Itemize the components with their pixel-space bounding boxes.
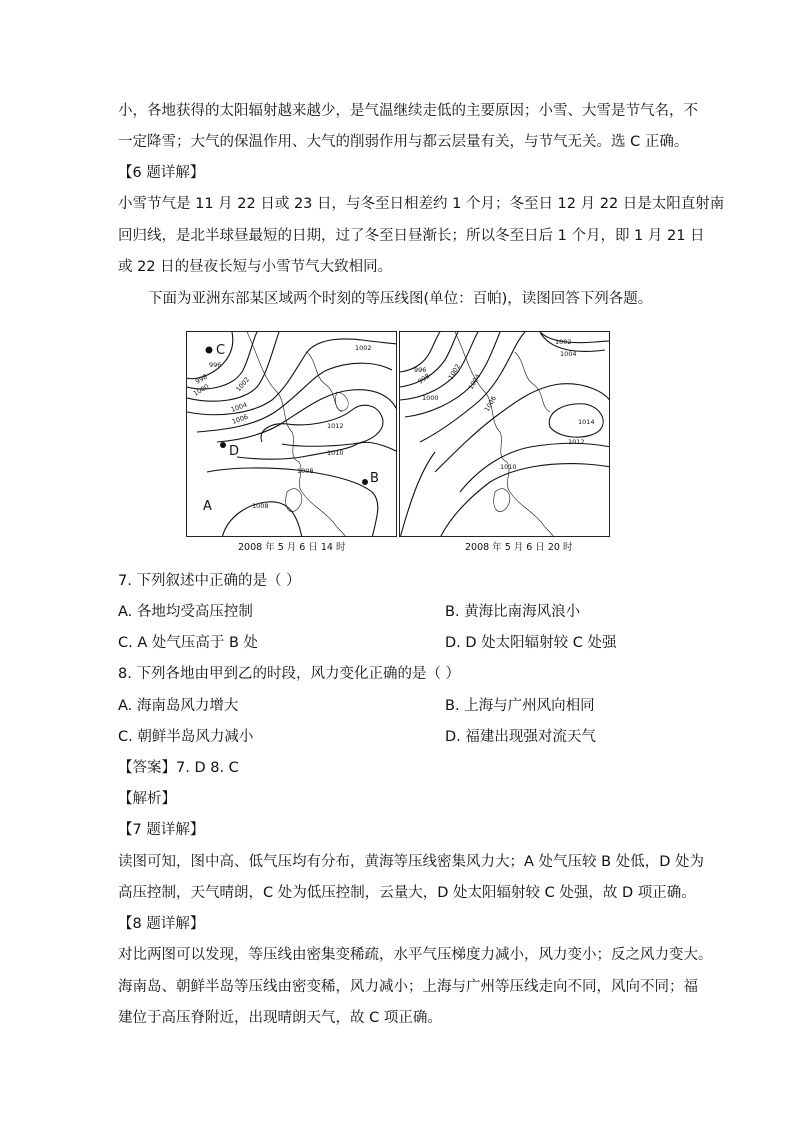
section-heading-7: 【7 题详解】 — [118, 822, 205, 838]
point-c-label: C — [216, 343, 226, 358]
point-b-label: B — [370, 471, 379, 486]
isobar-figure — [186, 331, 610, 555]
q8-option-a: A. 海南岛风力增大 — [118, 698, 239, 714]
question-8-stem: 8. 下列各地由甲到乙的时段，风力变化正确的是（ ） — [118, 666, 461, 682]
section-heading-6: 【6 题详解】 — [118, 165, 205, 181]
caption-20h: 2008 年 5 月 6 日 20 时 — [465, 542, 573, 553]
isobar-map-14h — [186, 331, 397, 537]
isobar-label: 996 — [209, 361, 222, 369]
explanation-line: 对比两图可以发现，等压线由密集变稀疏，水平气压梯度力减小，风力变小；反之风力变大。 — [118, 947, 713, 963]
isobar-label: 1006 — [230, 412, 250, 426]
isobar-label: 998 — [194, 372, 209, 386]
isobar-label: 1010 — [500, 463, 517, 471]
isobar-label: 1002 — [555, 338, 572, 346]
isobar-label: 1008 — [297, 467, 314, 475]
explanation-line: 海南岛、朝鲜半岛等压线由密变稀，风力减小；上海与广州等压线走向不同，风向不同；福 — [118, 979, 698, 995]
isobar-label: 1012 — [327, 422, 344, 430]
q8-option-b: B. 上海与广州风向相同 — [445, 698, 595, 714]
explanation-line: 建位于高压脊附近，出现晴朗天气，故 C 项正确。 — [118, 1010, 442, 1026]
q7-option-c: C. A 处气压高于 B 处 — [118, 635, 259, 651]
caption-14h: 2008 年 5 月 6 日 14 时 — [238, 542, 346, 553]
analysis-title: 【解析】 — [118, 791, 176, 807]
section-heading-8: 【8 题详解】 — [118, 916, 205, 932]
isobar-label: 1004 — [229, 400, 249, 414]
paragraph-line: 小雪节气是 11 月 22 日或 23 日，与冬至日相差约 1 个月；冬至日 12 月 22 日是太阳直射南 — [118, 196, 725, 212]
isobar-map-20h — [399, 331, 610, 537]
paragraph-line: 或 22 日的昼夜长短与小雪节气大致相同。 — [118, 259, 393, 275]
isobar-map-20h-svg — [400, 332, 610, 537]
isobar-label: 1000 — [192, 382, 211, 398]
isobar-label: 1006 — [482, 394, 499, 413]
isobar-label: 1010 — [327, 449, 344, 457]
paragraph-line: 小，各地获得的太阳辐射越来越少，是气温继续走低的主要原因；小雪、大雪是节气名，不 — [118, 103, 698, 119]
q7-option-a: A. 各地均受高压控制 — [118, 604, 253, 620]
isobar-label: 1012 — [568, 438, 585, 446]
isobar-label: 996 — [414, 366, 427, 374]
figure-intro: 下面为亚洲东部某区域两个时刻的等压线图(单位：百帕)，读图回答下列各题。 — [148, 291, 653, 307]
point-a-label: A — [203, 499, 212, 514]
paragraph-line: 回归线，是北半球昼最短的日期，过了冬至日昼渐长；所以冬至日后 1 个月，即 1 月 21 日 — [118, 228, 705, 244]
q8-option-d: D. 福建出现强对流天气 — [445, 729, 596, 745]
isobar-label: 1008 — [252, 502, 269, 510]
question-7-stem: 7. 下列叙述中正确的是（ ） — [118, 573, 301, 589]
explanation-line: 读图可知，图中高、低气压均有分布，黄海等压线密集风力大；A 处气压较 B 处低，D 处为 — [118, 854, 704, 870]
isobar-label: 1002 — [446, 362, 463, 381]
explanation-line: 高压控制，天气晴朗，C 处为低压控制，云量大，D 处太阳辐射较 C 处强，故 D 项正确。 — [118, 885, 696, 901]
q7-option-d: D. D 处太阳辐射较 C 处强 — [445, 635, 617, 651]
isobar-label: 1004 — [466, 372, 483, 391]
isobar-label: 1014 — [578, 418, 595, 426]
answer-line: 【答案】7. D 8. C — [118, 760, 239, 776]
isobar-label: 1002 — [234, 375, 252, 394]
q7-option-b: B. 黄海比南海风浪小 — [445, 604, 581, 620]
paragraph-line: 一定降雪；大气的保温作用、大气的削弱作用与都云层量有关，与节气无关。选 C 正确。 — [118, 134, 689, 150]
q8-option-c: C. 朝鲜半岛风力减小 — [118, 729, 254, 745]
isobar-label: 998 — [416, 371, 432, 386]
isobar-map-14h-svg — [187, 332, 397, 537]
point-d-label: D — [229, 444, 240, 459]
isobar-label: 1004 — [560, 350, 577, 358]
isobar-label: 1000 — [422, 394, 439, 402]
isobar-label: 1002 — [355, 344, 372, 352]
